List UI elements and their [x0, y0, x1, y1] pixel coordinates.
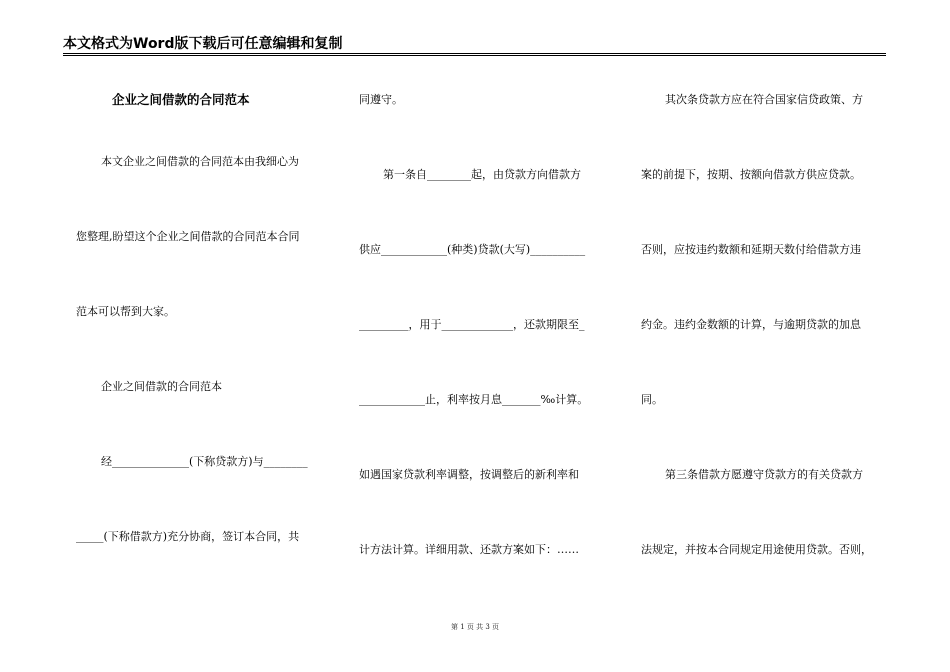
section-heading: 企业之间借款的合同范本: [101, 380, 222, 393]
paragraph-line: 您整理,盼望这个企业之间借款的合同范本合同: [76, 230, 300, 243]
clause-line: 法规定，并按本合同规定用途使用贷款。否则，: [641, 543, 872, 556]
clause-line: 约金。违约金数额的计算，与逾期贷款的加息: [641, 318, 861, 331]
paragraph-line: 范本可以帮到大家。: [76, 305, 175, 318]
document-title: 企业之间借款的合同范本: [112, 92, 250, 107]
clause-line: 第一条自________起，由贷款方向借款方: [383, 168, 581, 181]
clause-line: 其次条贷款方应在符合国家信贷政策、方: [665, 93, 863, 106]
clause-line: _________，用于_____________，还款期限至_: [359, 318, 585, 331]
clause-line: 供应____________(种类)贷款(大写)__________: [359, 243, 586, 256]
header-rule: [63, 55, 886, 56]
page-number: 第 1 页 共 3 页: [450, 623, 500, 631]
header-rule: [63, 53, 886, 54]
clause-line: 计方法计算。详细用款、还款方案如下：……: [359, 543, 579, 556]
paragraph-line: _____(下称借款方)充分协商，签订本合同，共: [76, 530, 300, 543]
clause-line: 如遇国家贷款利率调整，按调整后的新利率和: [359, 468, 579, 481]
document-header: 本文格式为Word版下载后可任意编辑和复制: [63, 36, 343, 52]
clause-line: 否则，应按违约数额和延期天数付给借款方违: [641, 243, 861, 256]
paragraph-line: 同遵守。: [359, 93, 403, 106]
clause-line: 案的前提下，按期、按额向借款方供应贷款。: [641, 168, 861, 181]
paragraph-line: 本文企业之间借款的合同范本由我细心为: [101, 155, 299, 168]
clause-line: ____________止，利率按月息_______‰计算。: [359, 393, 589, 406]
paragraph-line: 经______________(下称贷款方)与________: [101, 455, 308, 468]
clause-line: 第三条借款方愿遵守贷款方的有关贷款方: [665, 468, 863, 481]
clause-line: 同。: [641, 393, 663, 406]
